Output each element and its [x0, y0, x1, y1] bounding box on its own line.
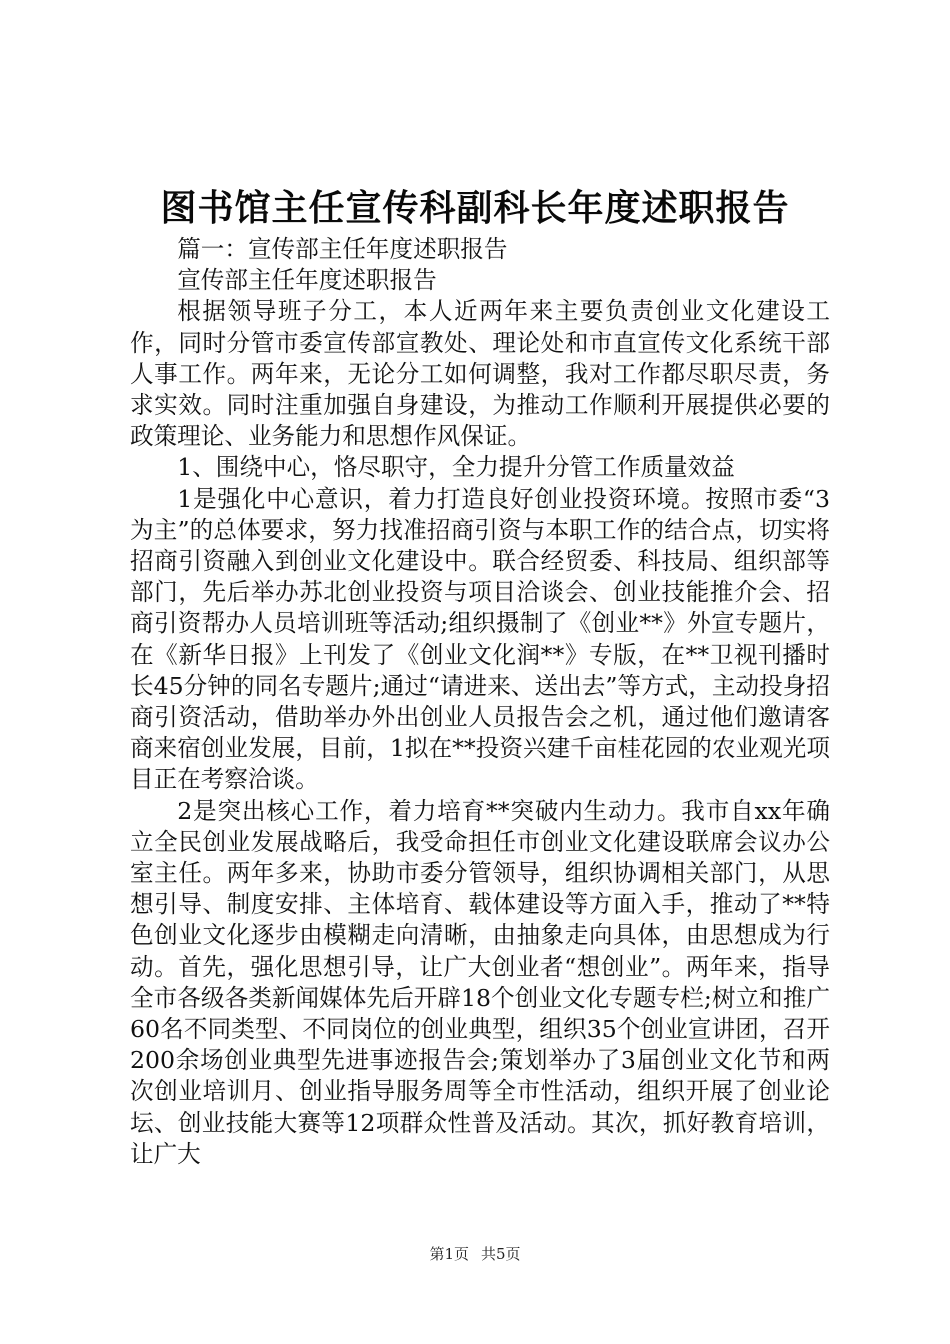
document-title: 图书馆主任宣传科副科长年度述职报告	[160, 187, 790, 229]
section-heading: 篇一：宣传部主任年度述职报告	[177, 235, 508, 263]
document-body	[130, 234, 830, 1170]
body-paragraph: 1是强化中心意识，着力打造良好创业投资环境。按照市委“3为主”的总体要求，努力找准招商引资与本职工作的结合点，切实将招商引资融入到创业文化建设中。联合经贸委、科技局、组织部等部门，先后举办苏北创业投资与项目洽谈会、创业技能推介会、招商引资帮办人员培训班等活动;组织摄制了《创业**》外宣专题片，在《新华日报》上刊发了《创业文化润**》专版，在**卫视刊播时长45分钟的同名专题片;通过“请进来、送出去”等方式，主动投身招商引资活动，借助举办外出创业人员报告会之机，通过他们邀请客商来宿创业发展，目前，1拟在**投资兴建千亩桂花园的农业观光项目正在考察洽谈。	[130, 484, 830, 794]
body-paragraph: 2是突出核心工作，着力培育**突破内生动力。我市自xx年确立全民创业发展战略后，我受命担任市创业文化建设联席会议办公室主任。两年多来，协助市委分管领导，组织协调相关部门，从思想引导、制度安排、主体培育、载体建设等方面入手，推动了**特色创业文化逐步由模糊走向清晰，由抽象走向具体，由思想成为行动。首先，强化思想引导，让广大创业者“想创业”。两年来，指导全市各级各类新闻媒体先后开辟18个创业文化专题专栏;树立和推广60名不同类型、不同岗位的创业典型，组织35个创业宣讲团，召开200余场创业典型先进事迹报告会;策划举办了3届创业文化节和两次创业培训月、创业指导服务周等全市性活动，组织开展了创业论坛、创业技能大赛等12项群众性普及活动。其次，抓好教育培训，让广大	[130, 796, 830, 1168]
page-number: 第1页	[429, 1245, 469, 1263]
page-footer	[0, 1244, 950, 1264]
page-total: 共5页	[481, 1245, 521, 1263]
subsection-heading: 宣传部主任年度述职报告	[177, 266, 437, 295]
numbered-heading: 1、围绕中心，恪尽职守，全力提升分管工作质量效益	[177, 453, 735, 482]
body-paragraph: 根据领导班子分工，本人近两年来主要负责创业文化建设工作，同时分管市委宣传部宣教处、理论处和市直宣传文化系统干部人事工作。两年来，无论分工如何调整，我对工作都尽职尽责，务求实效。同时注重加强自身建设，为推动工作顺利开展提供必要的政策理论、业务能力和思想作风保证。	[130, 297, 830, 451]
